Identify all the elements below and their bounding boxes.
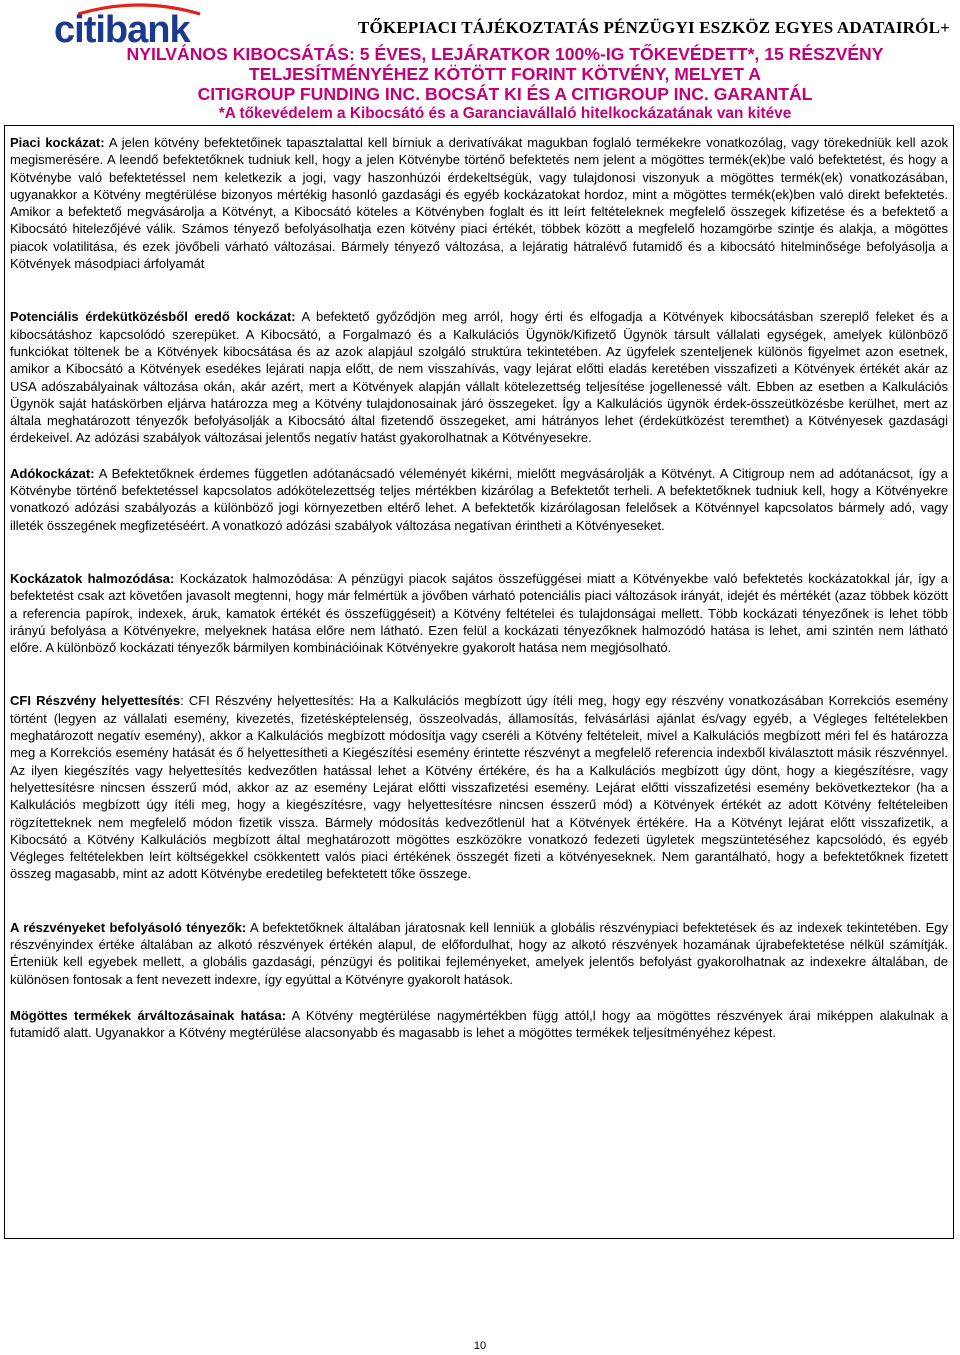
document-label: TŐKEPIACI TÁJÉKOZTATÁS PÉNZÜGYI ESZKÖZ EGYES ADATAIRÓL+ [357, 18, 950, 37]
section-heading: A részvényeket befolyásoló tényezők: [10, 919, 247, 935]
document-title [60, 44, 950, 124]
section-heading: Kockázatok halmozódása: [10, 570, 175, 586]
document-body [10, 134, 948, 1041]
section-heading: Mögöttes termékek árváltozásainak hatása: [10, 1007, 287, 1023]
section-conflict-of-interest [10, 308, 948, 446]
section-text: Kockázatok halmozódása: A pénzügyi piacok sajátos összefüggései miatt a Kötvényekbe való befektetés kockázatokkal jár, így a befektetést csak azt követően javasolt megtenni, hogy már felmértük a jövőben várható potenciális piaci változások irányát, idejét és mértékét (azaz többek között a referencia papírok, indexek, áruk, kamatok értékét és összefüggéseit) a Kötvény feltételei és tulajdonságai mellett. Több kockázati tényezőnek is lehet több irányú befolyása a Kötvényekre, melyeknek hatása előre nem látható. Ezen felül a kockázati tényezőknek halmozódó hatása is lehet, ami szintén nem látható előre. A különböző kockázati tényezők bármilyen kombinációinak Kötvényekre gyakorolt hatása nem megjósolható. [10, 570, 949, 656]
section-tax-risk [10, 465, 948, 534]
page-number: 10 [473, 1340, 487, 1352]
section-text: : CFI Részvény helyettesítés: Ha a Kalkulációs megbízott úgy ítéli meg, hogy egy részvény vonatkozásában Korrekciós esemény történt (legyen az vállalati esemény, kivezetés, fizetésképtelenség, összeolvadás, államosítás, felvásárlási ajánlat és/vagy egyéb, a Végleges feltételekben meghatározott negatív esemény), akkor a Kalkulációs megbízott módosítja vagy cseréli a Kötvény feltételeit, mivel a Kalkulációs megbízott méri fel és határozza meg a Korrekciós esemény hatását és ő helyettesítheti a Kiegészítési esemény érintette részvényt a megfelelő referencia indexből kiválasztott másik részvénnyel. Az ilyen kiegészítés vagy helyettesítés kedvezőtlen hatással lehet a Kötvény értékére, és ha a Kalkulációs megbízott úgy dönt, hogy a kiegészítésre, vagy helyettesítésre nincsen ésszerű mód, akkor az az esemény Lejárat előtti visszafizetési esemény. Lejárat előtti visszafizetési esemény bekövetkeztekor (ha a Kalkulációs megbízott úgy ítéli meg, hogy a kiegészítésre, vagy helyettesítésre nincsen ésszerű mód) a Kötvények értékét az adott Kötvény feltételeiben rögzítetteknek nem megfelelő módon fizetik vissza. Bármely módosítás kedvezőtlenül hat a Kötvények értékére. Ha a Kötvényt lejárat előtt visszafizetik, a Kibocsátó a Kötvény Kalkulációs megbízott által meghatározott mögöttes eszközökre vonatkozó fedezeti ügyletek megszüntetéséhez kapcsolódó, és egyéb Végleges feltételekben leírt költségekkel csökkentett valós piaci értékének összegét fizeti a kötvényeseknek. Nem garantálható, hogy a befektetőknek fizetett összeg magasabb, mint az adott Kötvénybe eredetileg befektetett tőke összege. [10, 693, 949, 882]
section-underlying-price-effect [10, 1007, 948, 1042]
citibank-logo [54, 2, 224, 48]
section-share-factors [10, 919, 948, 988]
section-text: A jelen kötvény befektetőinek tapasztalattal kell bírniuk a derivatívákat magukban foglaló termékekre vonatkozólag, vagy törekedniük kell azok megismerésére. A leendő befektetőknek tudniuk kell, hogy a jelen Kötvénybe történő befektetés nem jelent a mögöttes termék(ek)be való befektetést, és hogy a Kötvénybe való befektetéssel nem keletkezik a jogi, vagy haszonhúzói érdekeltségük, vagy tulajdonosi viszonyuk a mögöttes termék(ek) vonatkozásában, ugyanakkor a Kötvény megtérülése bizonyos mértékig hasonló gazdasági és egyéb kockázatokat hordoz, mint a mögöttes termék(ek)ben való direkt befektetés. Amikor a befektető megvásárolja a Kötvényt, a Kibocsátó köteles a Kötvényben foglalt és itt leírt feltételeknek megfelelő összegek kifizetése és a befektető a Kibocsátó hitelezőjévé válik. Számos tényező befolyásolhatja ezen kötvény piaci értékét, többek között a megfelelő hozamgörbe szintje és alakja, a mögöttes piacok volatilitása, és ezek jövőbeli várható változásai. Bármely tényező változása, a lejáratig hátralévő futamidő és a kibocsátó hitelminősége befolyásolja a Kötvények másodpiaci árfolyamát [10, 135, 948, 272]
title-line: NYILVÁNOS KIBOCSÁTÁS: 5 ÉVES, LEJÁRATKOR 100%-IG TŐKEVÉDETT*, 15 RÉSZVÉNY [126, 44, 884, 64]
section-market-risk [10, 134, 948, 272]
section-text: A befektetőknek általában járatosnak kell lenniük a globális részvénypiaci befektetések és az indexek tekintetében. Egy részvényindex értéke általában az alkotó részvények értékén alapul, de előfordulhat, hogy az alkotó részvények hozamának újrabefektetése nélkül számítják. Érteniük kell egyebek mellett, a globális gazdasági, pénzügyi és politikai fejleményeket, amelyek jelentős befolyást gyakorolhatnak az indexekre általában, de különösen fontosak a fent nevezett indexre, így egyúttal a Kötvényre gyakorolt hatások. [10, 919, 948, 987]
svg-text:citibank: citibank [54, 9, 190, 48]
section-heading: Adókockázat: [10, 465, 95, 481]
section-heading: CFI Részvény helyettesítés [10, 693, 181, 709]
section-heading: Piaci kockázat: [10, 135, 105, 150]
title-line: CITIGROUP FUNDING INC. BOCSÁT KI ÉS A CITIGROUP INC. GARANTÁL [197, 84, 813, 104]
section-risk-accumulation [10, 570, 948, 656]
section-share-substitution [10, 692, 948, 882]
document-subtitle: *A tőkevédelem a Kibocsátó és a Garanciavállaló hitelkockázatának van kitéve [218, 105, 792, 122]
title-line: TELJESÍTMÉNYÉHEZ KÖTÖTT FORINT KÖTVÉNY, MELYET A [249, 64, 761, 84]
section-text: A Befektetőknek érdemes független adótanácsadó véleményét kikérni, mielőtt megvásárolják a Kötvényt. A Citigroup nem ad adótanácsot, így a Kötvénybe történő befektetéssel kapcsolatos adókötelezettség teljes mértékben kizárólag a Befektetőt terheli. A befektetőknek tudniuk kell, hogy a Kötvényekre vonatkozó adózási szabályozás a különböző jogi környezetben eltérő lehet. A befektetők kizárólagosan felelősek a Kötvénnyel kapcsolatos bármely adó, vagy illeték összegének megfizetéséért. A vonatkozó adózási szabályok változása negatívan érintheti a Kötvényeseket. [10, 465, 948, 533]
section-heading: Potenciális érdekütközésből eredő kockázat: [10, 309, 296, 325]
section-text: A Kötvény megtérülése nagymértékben függ attól,l hogy aa mögöttes részvények árai miképpen alakulnak a futamidő alatt. Ugyanakkor a Kötvény megtérülése alacsonyabb és magasabb is lehet a mögöttes termékek teljesítményéhez képest. [10, 1007, 948, 1041]
section-text: A befektető győződjön meg arról, hogy érti és elfogadja a Kötvények kibocsátásban szereplő feleket és a kibocsátáshoz kapcsolódó szerepüket. A Kibocsátó, a Forgalmazó és a Kalkulációs Ügynök/Kifizető Ügynök társult vállalati egységek, amelyek különböző funkciókat töltenek be a Kötvények kibocsátása és az azok alapjául szolgáló struktúra tekintetében. Az ügyfelek szenteljenek különös figyelmet azon esetnek, amikor a Kibocsátó a Kötvények esedékes lejárati napja előtt, de nem visszahívás, vagy lejárat előtti eladás keretében visszafizeti a Kötvények értékét akár az USA adószabályainak változása okán, akár azért, mert a Kötvények alapján vállalt kötelezettség teljesítése jogellenessé vált. Ebben az esetben a Kalkulációs Ügynök saját hatáskörben eljárva határozza meg a Kötvény tulajdonosainak járó összegeket. Így a Kalkulációs ügynök érdek-összeütközésbe kerülhet, mert az általa meghatározott tényezők befolyásolják a Kibocsátó által fizetendő összegeket, ami hátrányos lehet (érdekütközést teremthet) a Kötvényesek gazdasági érdekeivel. Az adózási szabályok változásai jelentős negatív hatást gyakorolhatnak a Kötvényesekre. [10, 309, 948, 446]
